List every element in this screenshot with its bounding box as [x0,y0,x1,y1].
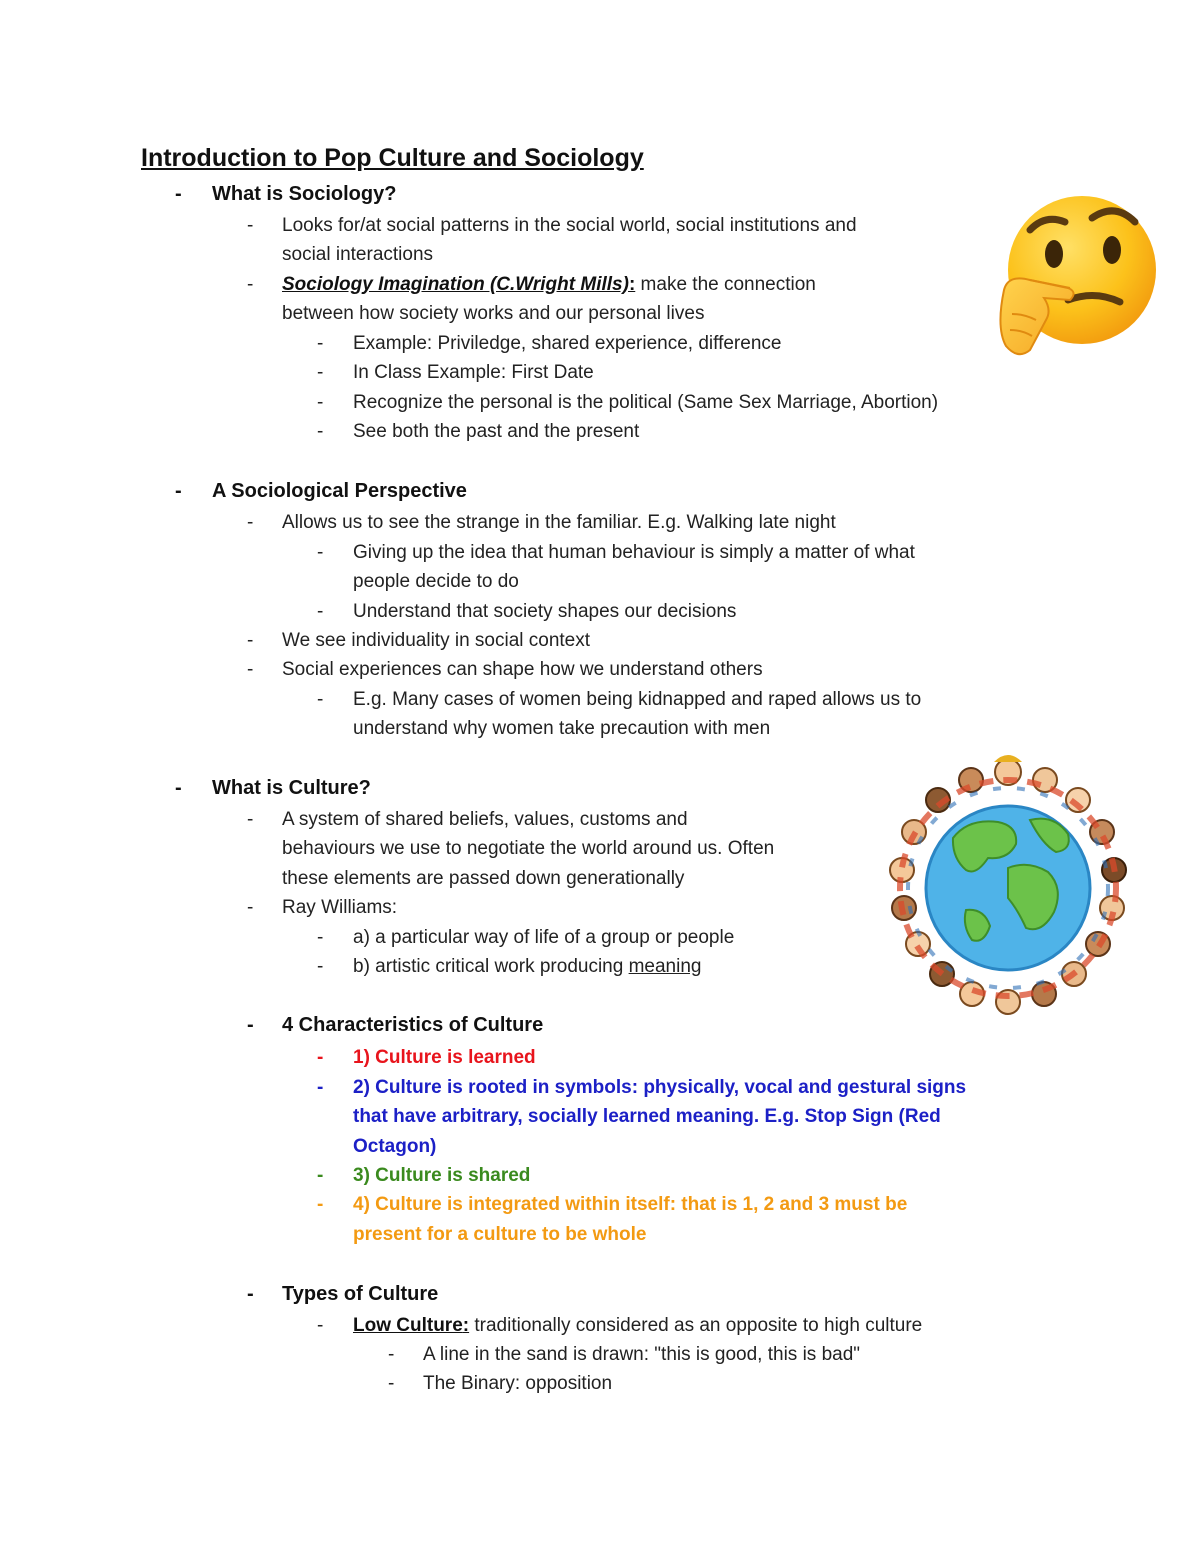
bullet-dash: - [317,392,324,413]
bullet-dash: - [175,183,182,205]
list-item-text: people decide to do [353,571,519,592]
heading-text: What is Sociology? [212,183,397,205]
bullet-dash: - [247,809,254,830]
characteristic-text: 3) Culture is shared [353,1165,531,1186]
list-item-text: Social experiences can shape how we understand others [282,659,763,680]
characteristic-text: 4) Culture is integrated within itself: that is 1, 2 and 3 must be [353,1194,908,1215]
bullet-dash: - [317,542,324,563]
list-item-text: these elements are passed down generationally [282,868,685,889]
bullet-dash: - [317,1165,324,1186]
thinking-face-emoji-icon [990,192,1160,362]
list-item-text: a) a particular way of life of a group or people [353,927,735,948]
heading-text: A Sociological Perspective [212,480,467,502]
list-item-text: understand why women take precaution with men [353,718,771,739]
list-item-text: Ray Williams: [282,897,398,918]
bullet-dash: - [247,512,254,533]
list-item-text [353,952,701,982]
list-item-text: Recognize the personal is the political (Same Sex Marriage, Abortion) [353,392,939,413]
bullet-dash: - [317,956,324,977]
bullet-dash: - [388,1344,395,1365]
bullet-dash: - [247,630,254,651]
list-item-text: Giving up the idea that human behaviour is simply a matter of what [353,542,915,563]
bullet-dash: - [247,1283,254,1305]
bullet-dash: - [247,274,254,295]
bullet-dash: - [317,1077,324,1098]
list-item-text [282,270,816,300]
bullet-dash: - [388,1373,395,1394]
list-item-text: See both the past and the present [353,421,640,442]
list-item-text: We see individuality in social context [282,630,591,651]
children-around-globe-illustration [858,748,1148,1028]
term-definition: make the connection [635,274,816,295]
heading-text: What is Culture? [212,777,371,799]
list-item-text: In Class Example: First Date [353,362,594,383]
list-item-text: Allows us to see the strange in the familiar. E.g. Walking late night [282,512,836,533]
list-item-text: Looks for/at social patterns in the social world, social institutions and [282,215,857,236]
list-item-text: Example: Priviledge, shared experience, difference [353,333,782,354]
bullet-dash: - [317,362,324,383]
bullet-dash: - [317,601,324,622]
document-title: Introduction to Pop Culture and Sociology [141,144,644,172]
list-item-text: Understand that society shapes our decisions [353,601,737,622]
term-colon: : [462,1315,470,1336]
characteristic-text: 1) Culture is learned [353,1047,536,1068]
bullet-dash: - [317,689,324,710]
characteristic-text: Octagon) [353,1136,437,1157]
list-item-text: A system of shared beliefs, values, customs and [282,809,688,830]
list-item-text: E.g. Many cases of women being kidnapped and raped allows us to [353,689,922,710]
heading-text: Types of Culture [282,1283,439,1305]
list-item-text [353,1311,922,1341]
term-definition: traditionally considered as an opposite to high culture [469,1315,923,1336]
ray-b-text: b) artistic critical work producing [353,956,629,977]
bullet-dash: - [317,1047,324,1068]
bullet-dash: - [247,1014,254,1036]
list-item-text: between how society works and our personal lives [282,303,705,324]
bullet-dash: - [247,215,254,236]
underlined-word-meaning: meaning [628,956,702,977]
bullet-dash: - [317,333,324,354]
bullet-dash: - [317,421,324,442]
term-sociology-imagination: Sociology Imagination (C.Wright Mills) [282,274,629,295]
heading-text: 4 Characteristics of Culture [282,1014,544,1036]
bullet-dash: - [317,1194,324,1215]
list-item-text: The Binary: opposition [423,1373,613,1394]
list-item-text: A line in the sand is drawn: "this is good, this is bad" [423,1344,861,1365]
characteristic-text: present for a culture to be whole [353,1224,647,1245]
term-low-culture: Low Culture [353,1315,463,1336]
bullet-dash: - [317,1315,324,1336]
bullet-dash: - [175,777,182,799]
characteristic-text: 2) Culture is rooted in symbols: physically, vocal and gestural signs [353,1077,967,1098]
list-item-text: behaviours we use to negotiate the world around us. Often [282,838,775,859]
bullet-dash: - [317,927,324,948]
list-item-text: social interactions [282,244,434,265]
bullet-dash: - [247,659,254,680]
bullet-dash: - [175,480,182,502]
characteristic-text: that have arbitrary, socially learned meaning. E.g. Stop Sign (Red [353,1106,941,1127]
term-colon: : [628,274,636,295]
bullet-dash: - [247,897,254,918]
